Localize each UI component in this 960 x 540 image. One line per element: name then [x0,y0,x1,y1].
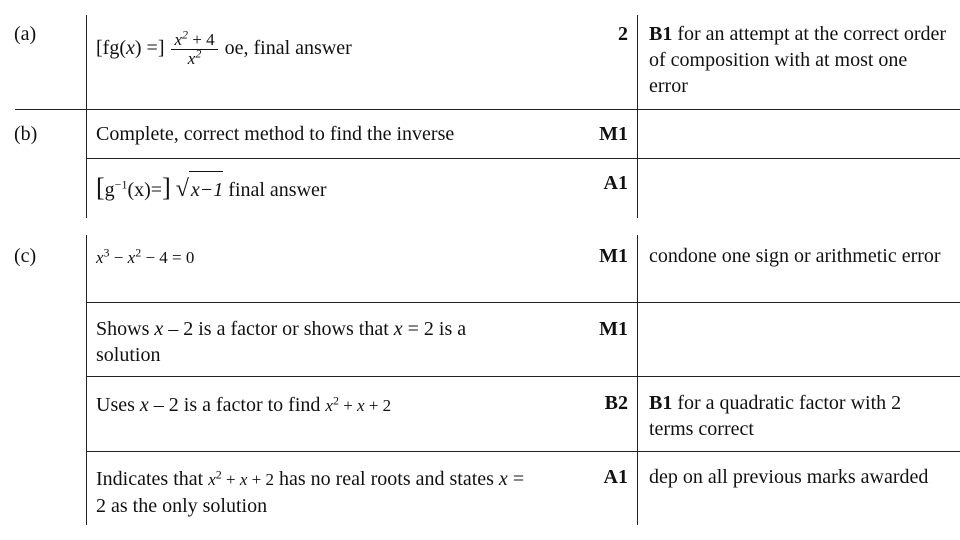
mark-b2: A1 [603,172,628,194]
frac-num-base: x [174,29,183,49]
c4-qmid: + [221,470,240,489]
part-label-a: (a) [14,23,37,45]
c1-exp1: 3 [103,245,110,260]
guidance-a-bold: B1 [649,23,673,45]
rule-h-c2-bottom [86,376,960,377]
c3-qexp: 2 [332,393,339,408]
answer-c1 [96,245,194,271]
c3-t2: – 2 is a factor to find [148,394,326,416]
part-label-b: (b) [14,123,38,145]
answer-a-fraction [171,27,217,68]
c4-qx1: x [208,470,216,489]
frac-den-base: x [187,48,196,68]
rule-h-c1-bottom [86,302,960,303]
rule-v-mark-top [637,15,638,218]
rule-v-answer-bottom [86,235,87,525]
mark-c3: B2 [604,392,628,414]
c4-t1: Indicates that [96,468,209,490]
c2-t2: – 2 is a factor or shows that [163,318,394,340]
c1-exp2: 2 [135,245,142,260]
rule-v-answer-top [86,15,87,218]
answer-b2-close: ] [162,173,171,202]
c4-qx2: x [239,470,248,489]
answer-a-mid: ) =] [134,37,165,59]
answer-b2-suffix: final answer [223,179,327,201]
answer-b2-open: [ [96,173,105,202]
answer-a-prefix: [fg( [96,37,126,59]
frac-num-tail: + 4 [188,29,215,49]
part-label-c: (c) [14,245,37,267]
c4-t2: has no real roots and states [273,468,499,490]
c3-t1: Uses [96,394,140,416]
answer-c2 [96,316,526,368]
mark-b1: M1 [599,123,628,145]
answer-c4 [96,466,526,519]
c4-t3: = 2 as the only solution [96,468,525,517]
c1-op1: − [109,248,128,267]
mark-c4: A1 [603,466,628,488]
frac-num-exp: 2 [182,27,189,42]
guidance-c3-rest: for a quadratic factor with 2 terms correct [649,392,902,440]
c3-qx2: x [357,396,365,415]
c4-qtail: + 2 [247,470,274,489]
c2-m1: x [154,318,164,340]
c4-qexp: 2 [215,467,222,482]
frac-den-exp: 2 [195,46,202,61]
c1-x2: x [127,248,136,267]
c3-qtail: + 2 [364,396,392,415]
c3-qx1: x [325,396,333,415]
c4-m1: x [498,468,508,490]
guidance-c3 [649,390,949,442]
rule-h-a-bottom [15,109,960,110]
c1-tail: − 4 = 0 [141,248,195,267]
mark-c2: M1 [599,318,628,340]
mark-a: 2 [618,23,628,45]
mark-c1: M1 [599,245,628,267]
c3-qmid: + [338,396,358,415]
rule-h-b1-bottom [86,158,960,159]
rule-v-mark-bottom [637,235,638,525]
answer-b2-radicand: x−1 [189,171,223,208]
answer-b2-eq: = [150,179,163,201]
c2-t3: = 2 is a solution [96,318,467,366]
rule-h-c3-bottom [86,451,960,452]
answer-a-var: x [125,37,135,59]
guidance-c4: dep on all previous marks awarded [649,466,929,488]
answer-b2-inv: −1 [114,177,128,192]
answer-a [96,28,352,68]
c2-m2: x [393,318,403,340]
guidance-c3-bold: B1 [649,392,673,414]
c3-m1: x [139,394,149,416]
answer-b2-arg: (x) [127,179,151,201]
answer-b2 [96,170,327,208]
c2-t1: Shows [96,318,155,340]
answer-c3 [96,392,391,419]
answer-b1: Complete, correct method to find the inverse [96,123,455,145]
guidance-a-rest: for an attempt at the correct order of composition with at most one error [649,23,947,97]
c1-x1: x [96,248,104,267]
guidance-a [649,21,949,99]
answer-a-suffix: oe, final answer [224,37,352,59]
answer-b2-g: g [104,179,115,201]
sqrt-icon: √ [175,176,189,202]
guidance-c1: condone one sign or arithmetic error [649,245,941,267]
